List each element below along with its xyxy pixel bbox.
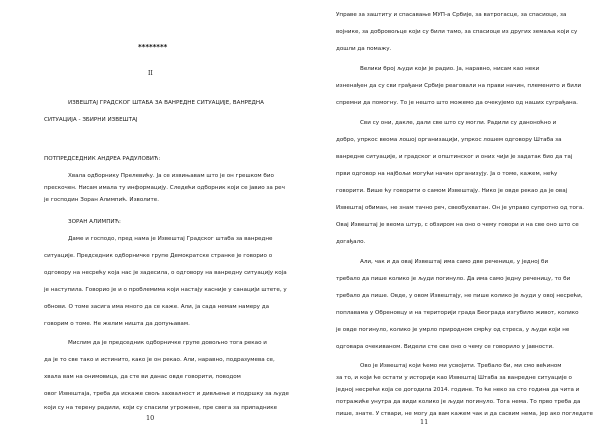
paragraph-line: ванредне ситуације, и градског и општинског и оних чији је задатак био да тај [336,154,573,160]
paragraph-line: Сви су они, дакле, дали све што су могли. Радили су даноноћно и [360,120,557,126]
paragraph-line: говорити. Више ћу говорити о самом Извештају. Нико је овде рекао да је овај [336,188,568,194]
paragraph-line: прескочен. Нисам имала ту информацију. Следећи одборник који се јавио за реч [44,185,285,191]
paragraph-line: пише, знате. У ствари, не могу да вам кажем чак и да сасвим нема, јер ако погледате [336,411,593,417]
paragraph-line: војнике, за добровољце који су били тамо, за спасиоце из других земаља који су [336,29,578,35]
page-number: 10 [146,414,155,422]
section-numeral: II [148,70,153,77]
paragraph-line: говорим о томе. Не желим ништа да допуњавам. [44,321,190,327]
ornament-asterisks: ******** [138,43,168,51]
paragraph-line: Ово је Извештај који ћемо ми усвојити. Требало би, ми смо већином [360,363,562,369]
paragraph-line: једној несрећи која се догодила 2014. године. То ће неко за сто година да чита и [336,387,580,393]
speaker-name-radulovic: ПОТПРЕДСЕДНИК АНДРЕА РАДУЛОВИЋ: [44,156,161,162]
paragraph-line: догађало. [336,239,366,245]
title-line-2: СИТУАЦИЈА - ЗБИРНИ ИЗВЕШТАЈ [44,117,138,123]
paragraph-line: Велики број људи који је радио. Ја, наравно, нисам као неки [360,66,540,72]
paragraph-line: први одговор на најбољи могући начин организују. Ја о томе, кажем, нећу [336,171,558,177]
paragraph-line: Даме и господо, пред нама је Извештај Градског штаба за ванредне [68,236,273,242]
speaker-name-alimpic: ЗОРАН АЛИМПИЋ: [68,219,121,225]
paragraph-line: Овај Извештај је веома штур, с обзиром на оно о чему говори и на све оно што се [336,222,579,228]
paragraph-line: Мислим да је председник одборничке групе довољно тога рекао и [68,340,267,346]
paragraph-line: је наступила. Говорио је и о проблемима који настају касније у санацији штете, у [44,287,287,293]
paragraph-line: обнови. О томе засига има много да се каже. Али, ја сада немам намеру да [44,304,270,310]
paragraph-line: је господин Зоран Алимпић. Изволите. [44,197,159,203]
paragraph-line: Извештај обиман, не знам тачно реч, свеобухватан. Он је управо супротно од тога. [336,205,585,211]
paragraph-line: који су на терену радили, који су спасили угрожене, пре свега за припаднике [44,405,278,411]
paragraph-line: одговору на несрећу која нас је задесила, о одговору на ванредну ситуацију која [44,270,287,276]
paragraph-line: одговара очекиваном. Видели сте све оно о чему се говорило у јавности. [336,344,554,350]
paragraph-line: ситуације. Председник одборничке групе Демократске странке је говорио о [44,253,273,259]
paragraph-line: Управе за заштиту и спасавање МУП-а Србије, за ватрогасце, за спасиоце, за [336,12,567,18]
paragraph-line: требало да пише колико је људи погинуло. Да има само једну реченицу, то би [336,276,571,282]
paragraph-line: изненађен да су сви грађани Србије реаговали на прави начин, племенито и били [336,83,582,89]
paragraph-line: да је то све тако и истинито, како је он рекао. Али, наравно, подразумева се, [44,357,275,363]
paragraph-line: овог Извештаја, треба да искаже свољ захвалност и дивљење и подршку за људе [44,391,289,397]
paragraph-line: потражиће унутра да види колико је људи погинуло. Тога нема. То прво треба да [336,399,581,405]
paragraph-line: хвала вам на онимовица, да сте ви данас овде говорити, поводом [44,374,241,380]
paragraph-line: поплавама у Обреновцу и на територији града Београда изгубило живот, колико [336,310,579,316]
left-page [0,0,300,424]
paragraph-line: спремни да помогну. То је нешто што можемо да очекујемо од наших суграђана. [336,100,578,106]
paragraph-line: за то, и који ће остати у историји као Извештај Штаба за ванредне ситуације о [336,375,572,381]
paragraph-line: требало да пише. Овде, у овом Извештају, не пише колико је људи у овој несрећи, [336,293,583,299]
right-page [300,0,600,424]
page-number: 11 [420,418,429,426]
paragraph-line: је овде погинуло, колико је умрло природном смрћу од стреса, у људи који не [336,327,570,333]
paragraph-line: добро, упркос веома лошој организацији, упркос лошем одговору Штаба за [336,137,562,143]
paragraph-line: дошли да помажу. [336,46,392,52]
title-line-1: ИЗВЕШТАЈ ГРАДСКОГ ШТАБА ЗА ВАНРЕДНЕ СИТУАЦИЈЕ, ВАНРЕДНА [68,100,264,106]
paragraph-line: Али, чак и да овај Извештај има само две реченице, у једној би [360,259,549,265]
paragraph-line: Хвала одборнику Прелевићу. Ја се извињавам што је он грешком био [68,173,274,179]
